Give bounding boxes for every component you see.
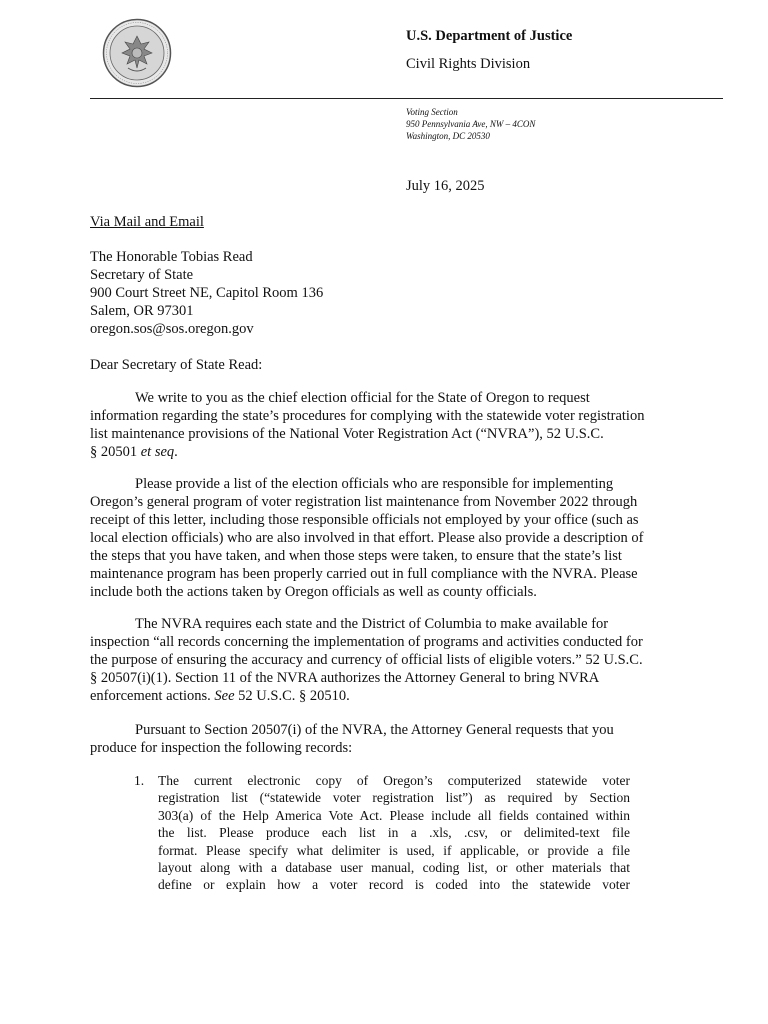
paragraph-line: the steps that you have taken, and when those steps were taken, to ensure that the state’s list [90,548,622,564]
see-signal: See [214,688,235,704]
office-address [406,106,535,142]
letter-date: July 16, 2025 [406,178,485,194]
list-item-line: layout along with a database user manual, coding list, or other materials that [158,860,630,876]
address-line: Voting Section [406,107,458,117]
paragraph-line: Oregon’s general program of voter registration list maintenance from November 2022 through [90,494,638,510]
list-item [158,772,630,894]
department-name: U.S. Department of Justice [406,28,573,44]
list-item-line: registration list (“statewide voter registration list”) as required by Section [158,790,630,806]
paragraph-line: information regarding the state’s procedures for complying with the statewide voter registration [90,408,645,424]
recipient-title: Secretary of State [90,267,194,283]
enforcement-text: enforcement actions. [90,688,215,704]
paragraph-line: inspection “all records concerning the implementation of programs and activities conducted for [90,634,643,650]
address-line: Washington, DC 20530 [406,131,490,141]
address-line: 950 Pennsylvania Ave, NW – 4CON [406,119,536,129]
paragraph-line: Please provide a list of the election officials who are responsible for implementing [135,476,614,492]
salutation: Dear Secretary of State Read: [90,357,263,373]
list-item-line: the list. Please produce each list in a .xls, .csv, or delimited-text file [158,825,630,841]
paragraph-line: receipt of this letter, including those responsible officials not employed by your office (such as [90,512,639,528]
paragraph-line: maintenance program has been properly carried out in full compliance with the NVRA. Please [90,566,638,582]
recipient-city: Salem, OR 97301 [90,303,194,319]
paragraph-line: produce for inspection the following records: [90,740,353,756]
recipient-name: The Honorable Tobias Read [90,249,253,265]
citation-italic: et seq [140,444,175,460]
delivery-method: Via Mail and Email [90,214,204,230]
list-item-line: 303(a) of the Help America Vote Act. Please include all fields contained within [158,807,630,823]
paragraph-line: § 20507(i)(1). Section 11 of the NVRA authorizes the Attorney General to bring NVRA [90,670,600,686]
paragraph-line [90,687,672,705]
paragraph-line: list maintenance provisions of the National Voter Registration Act (“NVRA”), 52 U.S.C. [90,426,604,442]
list-item-number: 1. [134,773,145,788]
paragraph-line: local election officials) who are also involved in that effort. Please also provide a description of [90,530,644,546]
paragraph-line: Pursuant to Section 20507(i) of the NVRA, the Attorney General requests that you [135,722,614,738]
paragraph-request-intro [90,389,672,461]
list-item-line: format. Please specify what delimiter is used, if applicable, or provide a file [158,842,630,858]
enforcement-citation: 52 U.S.C. § 20510. [234,688,350,704]
doj-seal-logo [102,18,172,88]
paragraph-officials-request [90,475,672,601]
citation-end: . [174,444,178,460]
paragraph-line: We write to you as the chief election official for the State of Oregon to request [135,390,590,406]
paragraph-records-request [90,721,672,757]
list-item-line: define or explain how a voter record is coded into the statewide voter [158,877,630,893]
letterhead-divider [90,98,723,99]
paragraph-line: include both the actions taken by Oregon officials as well as county officials. [90,584,537,600]
recipient-email: oregon.sos@sos.oregon.gov [90,321,254,337]
paragraph-line: the purpose of ensuring the accuracy and currency of official lists of eligible voters.” 52 U.S.C. [90,652,643,668]
paragraph-nvra-requirements [90,615,672,705]
paragraph-line [90,443,672,461]
citation-text: § 20501 [90,444,141,460]
division-name: Civil Rights Division [406,56,531,72]
list-item-line: The current electronic copy of Oregon’s computerized statewide voter [158,773,630,788]
paragraph-line: The NVRA requires each state and the District of Columbia to make available for [135,616,609,632]
recipient-block [90,248,323,338]
recipient-street: 900 Court Street NE, Capitol Room 136 [90,285,324,301]
